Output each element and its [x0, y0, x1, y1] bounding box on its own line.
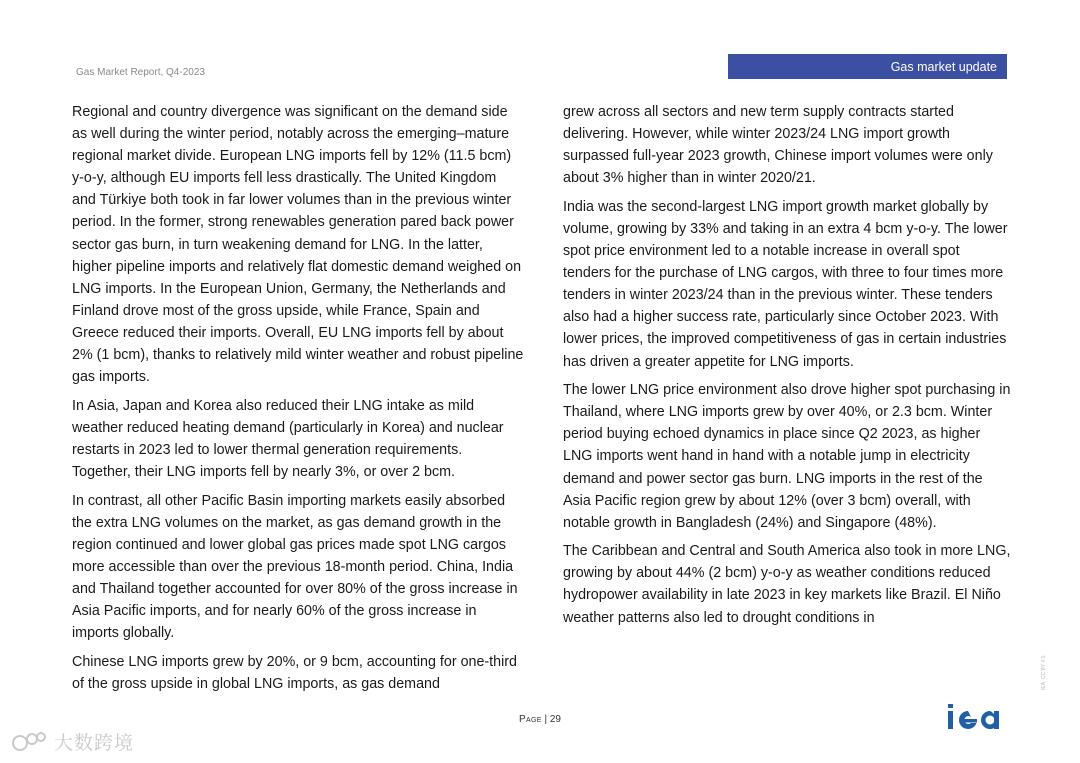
watermark-logo-icon — [10, 729, 48, 755]
rights-notice: IEA. CC BY 4.0. — [1041, 654, 1047, 690]
page-number: 29 — [549, 714, 561, 725]
left-column — [72, 101, 524, 701]
paragraph-thailand: The lower LNG price environment also drove higher spot purchasing in Thailand, where LNG imports grew by over 40%, or 2.3 bcm. Winter period buying echoed dynamics in place since Q2 2023, as higher LNG imports went hand in hand with a notable jump in electricity demand and power sector gas burn. LNG imports in the rest of the Asia Pacific region grew by about 12% (over 3 bcm) overall, with notable growth in Bangladesh (24%) and Singapore (48%). — [563, 382, 1011, 531]
paragraph-pacific-basin: In contrast, all other Pacific Basin importing markets easily absorbed the extra LNG volumes on the market, as gas demand growth in the region continued and lower global gas prices made spot LNG cargos more accessible than over the previous 18-month period. China, India and Thailand together accounted for over 80% of the gross increase in Asia Pacific imports, and for nearly 60% of the gross increase in imports globally. — [72, 492, 518, 642]
paragraph-india: India was the second-largest LNG import growth market globally by volume, growing by 33% and taking in an extra 4 bcm y-o-y. The lower spot price environment led to a notable increase in overall spot tenders for the purchase of LNG cargos, with three to four times more tenders in winter 2023/24 than in the previous winter. These tenders also had a higher success rate, particularly since October 2023. With lower prices, the improved competitiveness of gas in certain industries has driven a greater appetite for LNG imports. — [563, 198, 1008, 370]
page-footer — [0, 714, 1080, 725]
right-column — [563, 101, 1011, 635]
paragraph-japan-korea: In Asia, Japan and Korea also reduced their LNG intake as mild weather reduced heating demand (particularly in Korea) and nuclear restarts in 2023 led to lower thermal generation requirements. Together, their LNG imports fell by nearly 3%, or over 2 bcm. — [72, 397, 504, 480]
iea-logo — [946, 700, 1008, 736]
paragraph-latin-america: The Caribbean and Central and South America also took in more LNG, growing by about 44% (2 bcm) y-o-y as weather conditions reduced hydropower availability in late 2023 in key markets like Brazil. El Niño weather patterns also led to drought conditions in — [563, 543, 1011, 626]
paragraph-europe-demand: Regional and country divergence was significant on the demand side as well during the winter period, notably across the emerging–mature regional market divide. European LNG imports fell by 12% (11.5 bcm) y-o-y, although EU imports fell less drastically. The United Kingdom and Türkiye both took in far lower volumes than in the previous winter period. In the former, strong renewables generation pared back power sector gas burn, in turn weakening demand for LNG. In the latter, higher pipeline imports and relatively flat domestic demand weighed on LNG imports. In the European Union, Germany, the Netherlands and Finland drove most of the gross upside, while France, Spain and Greece reduced their imports. Overall, EU LNG imports fell by about 2% (1 bcm), thanks to relatively mild winter weather and robust pipeline gas imports. — [72, 104, 524, 386]
section-title: Gas market update — [890, 59, 997, 74]
paragraph-china-continued: grew across all sectors and new term supply contracts started delivering. However, while winter 2023/24 LNG import growth surpassed full-year 2023 growth, Chinese import volumes were only about 3% higher than in winter 2020/21. — [563, 104, 993, 187]
paragraph-china-imports: Chinese LNG imports grew by 20%, or 9 bcm, accounting for one-third of the gross upside in global LNG imports, as gas demand — [72, 653, 517, 692]
watermark — [10, 728, 134, 755]
iea-logo-icon — [946, 700, 1008, 736]
section-banner — [728, 54, 1007, 79]
watermark-text: 大数跨境 — [54, 733, 135, 754]
page-separator: | — [544, 714, 548, 725]
page-word: Page — [519, 714, 542, 725]
report-label: Gas Market Report, Q4-2023 — [76, 67, 205, 78]
